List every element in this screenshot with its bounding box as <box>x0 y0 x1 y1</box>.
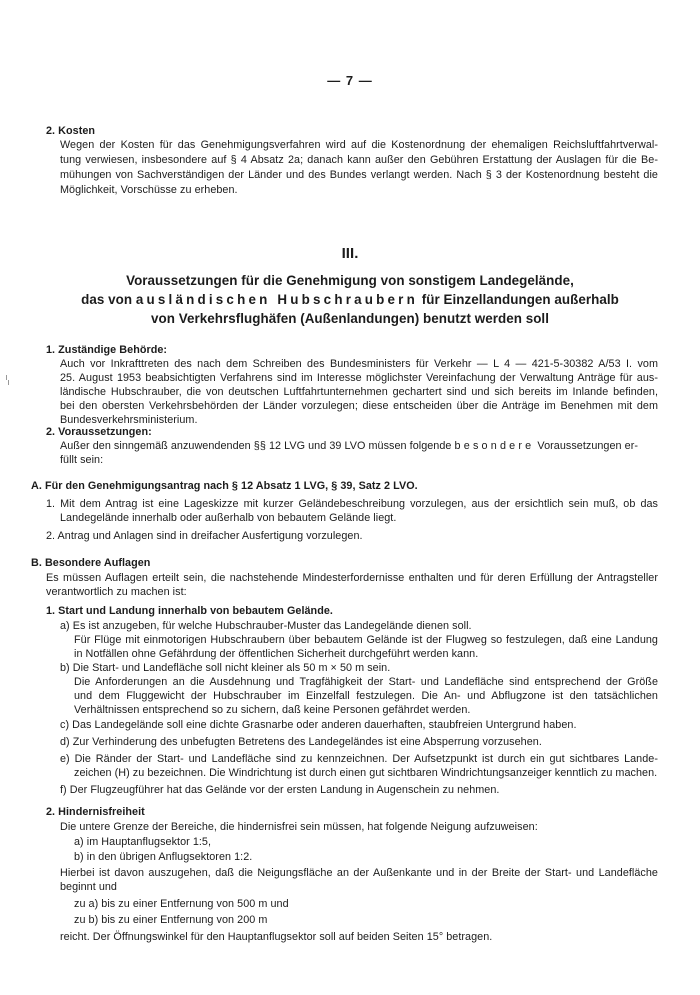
costs-heading: 2. Kosten <box>46 125 96 137</box>
costs-text-line: Wegen der Kosten für das Genehmigungsverfahren wird auf die Kostenordnung der ehemaligen Reichsluftfahrtverwal- <box>60 139 658 151</box>
section-b-sub1-line: und dem Fluggewicht der Hubschrauber im Einzelfall festzulegen. Die An- und Abflugzone ist den tatsächlichen <box>74 690 658 702</box>
section-a-heading: A. Für den Genehmigungsantrag nach § 12 Absatz 1 LVG, § 39, Satz 2 LVO. <box>31 480 418 492</box>
requirements-text-part: Voraussetzungen er- <box>534 440 638 452</box>
section-title-part: das von <box>81 292 136 307</box>
section-b-sub1-line: a) Es ist anzugeben, für welche Hubschrauber-Muster das Landegelände dienen soll. <box>60 620 472 632</box>
section-b-sub2-line: beginnt und <box>60 881 117 893</box>
section-b-heading: B. Besondere Auflagen <box>31 557 151 569</box>
section-b-sub1-line: e) Die Ränder der Start- und Landefläche sind zu kennzeichnen. Der Aufsetzpunkt ist durch ein gut sichtbares Lande- <box>60 753 658 765</box>
section-b-sub1-line: Für Flüge mit einmotorigen Hubschraubern über bebautem Gelände ist der Flugweg so festzulegen, daß eine Landung <box>74 634 658 646</box>
scan-margin-mark <box>8 380 9 385</box>
section-b-intro-line: verantwortlich zu machen ist: <box>46 586 187 598</box>
section-b-sub2-line: b) in den übrigen Anflugsektoren 1:2. <box>74 851 253 863</box>
page-number: — 7 — <box>327 73 373 88</box>
scan-margin-mark <box>6 375 7 380</box>
authority-text-line: ländische Hubschrauber, die von deutschen Luftfahrtunternehmen gechartert sind und sich bereits im Inlande befinden, <box>60 386 658 398</box>
costs-text-line: mühungen von Sachverständigen der Länder und des Bundes verlangt werden. Nach § 3 der Kostenordnung besteht die <box>60 169 658 181</box>
costs-text-line: tung verwiesen, insbesondere auf § 4 Absatz 2a; danach kann außer den Gebühren Erstattung der Auslagen für die Be- <box>60 154 658 166</box>
section-roman-numeral: III. <box>341 245 359 262</box>
section-a-item-line: 2. Antrag und Anlagen sind in dreifacher Ausfertigung vorzulegen. <box>46 530 363 542</box>
section-a-item-line: Landegelände innerhalb oder außerhalb von bebautem Gelände liegt. <box>60 512 397 524</box>
section-b-sub2-line: a) im Hauptanflugsektor 1:5, <box>74 836 212 848</box>
requirements-heading: 2. Voraussetzungen: <box>46 426 152 438</box>
section-b-sub1-line: zeichen (H) zu bezeichnen. Die Windrichtung ist durch einen gut sichtbaren Windrichtungsanzeiger kenntlich zu machen. <box>74 767 658 779</box>
authority-text-line: Bundesverkehrsministerium. <box>60 414 198 426</box>
section-b-sub1-line: in Notfällen ohne Gefährdung der öffentlichen Sicherheit durchgeführt werden kann. <box>74 648 479 660</box>
section-b-sub2-line: Die untere Grenze der Bereiche, die hindernisfrei sein müssen, hat folgende Neigung aufzuweisen: <box>60 821 538 833</box>
authority-text-line: bei den obersten Verkehrsbehörden der Länder vorzulegen; diese entscheiden über die Anträge im Benehmen mit dem <box>60 400 658 412</box>
section-title-line: Voraussetzungen für die Genehmigung von sonstigem Landegelände, <box>126 273 574 288</box>
section-b-sub2-line: zu a) bis zu einer Entfernung von 500 m und <box>74 898 289 910</box>
section-b-sub1-line: b) Die Start- und Landefläche soll nicht kleiner als 50 m × 50 m sein. <box>60 662 391 674</box>
section-b-sub2-line: Hierbei ist davon auszugehen, daß die Neigungsfläche an der Außenkante und in der Breite der Start- und Landefläche <box>60 867 658 879</box>
requirements-text-line <box>60 439 638 453</box>
section-b-intro-line: Es müssen Auflagen erteilt sein, die nachstehende Mindesterfordernisse enthalten und für deren Erfüllung der Antragsteller <box>46 572 658 584</box>
section-title-line <box>0 291 700 309</box>
section-b-sub1-line: c) Das Landegelände soll eine dichte Grasnarbe oder anderen dauerhaften, staubfreien Untergrund haben. <box>60 719 577 731</box>
section-b-sub1-line: f) Der Flugzeugführer hat das Gelände vor der ersten Landung in Augenschein zu nehmen. <box>60 784 500 796</box>
authority-heading: 1. Zuständige Behörde: <box>46 344 168 356</box>
authority-text-line: 25. August 1953 beabsichtigten Verfahrens sind im Interesse möglichster Vereinfachung der Verwaltung Anträge für aus- <box>60 372 658 384</box>
section-a-item-line: 1. Mit dem Antrag ist eine Lageskizze mit kurzer Geländebeschreibung vorzulegen, aus der ersichtlich sein muß, ob das <box>46 498 658 510</box>
authority-text-line: Auch vor Inkrafttreten des nach dem Schreiben des Bundesministers für Verkehr — L 4 — 421-5-30382 A/53 I. vom <box>60 358 658 370</box>
requirements-text-part: Außer den sinngemäß anzuwendenden §§ 12 LVG und 39 LVO müssen folgende <box>60 440 455 452</box>
section-b-sub1-line: Verhältnissen entsprechend so zu sichern, daß keine Personen gefährdet werden. <box>74 704 471 716</box>
requirements-text-line: füllt sein: <box>60 454 104 466</box>
section-title-spaced: ausländischen Hubschraubern <box>135 292 418 307</box>
section-b-sub2-heading: 2. Hindernisfreiheit <box>46 806 145 818</box>
section-title-line: von Verkehrsflughäfen (Außenlandungen) benutzt werden soll <box>151 311 549 326</box>
costs-text-line: Möglichkeit, Vorschüsse zu erheben. <box>60 184 238 196</box>
section-b-sub1-heading: 1. Start und Landung innerhalb von bebautem Gelände. <box>46 605 333 617</box>
requirements-spaced-word: besondere <box>454 440 535 452</box>
section-b-sub2-line: zu b) bis zu einer Entfernung von 200 m <box>74 914 268 926</box>
section-b-sub2-line: reicht. Der Öffnungswinkel für den Hauptanflugsektor soll auf beiden Seiten 15° betragen. <box>60 931 493 943</box>
section-b-sub1-line: Die Anforderungen an die Ausdehnung und Tragfähigkeit der Start- und Landefläche sind entsprechend der Größe <box>74 676 658 688</box>
section-title-part: für Einzellandungen außerhalb <box>417 292 619 307</box>
section-b-sub1-line: d) Zur Verhinderung des unbefugten Betretens des Landegeländes ist eine Absperrung vorzusehen. <box>60 736 542 748</box>
